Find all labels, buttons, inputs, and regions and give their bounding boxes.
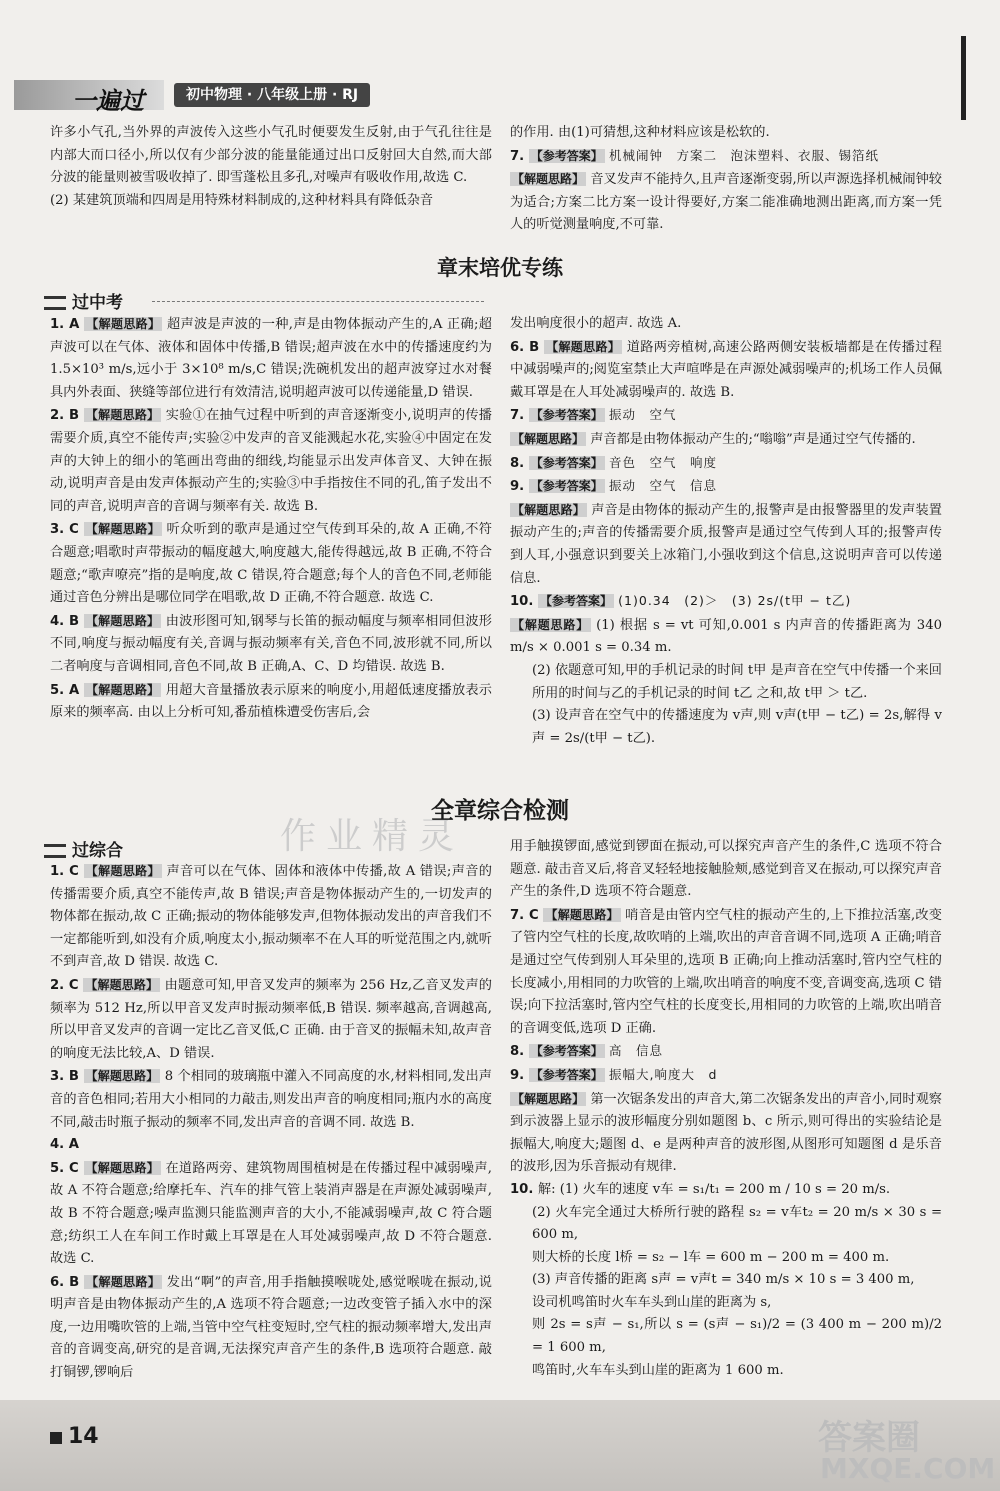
question-number: 10.: [510, 1181, 538, 1197]
answer-item: [50, 518, 492, 609]
answer-text: 高 信息: [609, 1043, 664, 1059]
answer-item: [50, 679, 492, 725]
watermark-logo: 答案圈: [818, 1418, 920, 1458]
answer-item: [510, 836, 942, 904]
answer-text: 鸣笛时,火车车头到山崖的距离为 1 600 m.: [532, 1362, 784, 1378]
answer-item: [510, 1269, 942, 1292]
question-number: 9.: [510, 1067, 529, 1083]
answer-item: [50, 1157, 492, 1271]
subheading-mark-icon: [44, 296, 66, 310]
answer-text: (1) 根据 s = vt 可知,0.001 s 内声音的传播距离为 340 m/s × 0.001 s = 0.34 m.: [510, 617, 942, 656]
answer-tag: 【参考答案】: [530, 408, 603, 423]
question-number: 2. B: [50, 408, 84, 424]
subheading-mark-icon: [44, 844, 66, 858]
paragraph: (2) 某建筑顶端和四周是用特殊材料制成的,这种材料具有降低杂音: [50, 192, 434, 208]
answer-text: (2) 火车完全通过大桥所行驶的路程 s₂ = v车t₂ = 20 m/s × 30 s = 600 m,: [532, 1204, 942, 1243]
answer-tag: 【参考答案】: [530, 479, 603, 494]
answer-item: [510, 452, 942, 476]
question-number: 4. A: [50, 1137, 79, 1153]
answer-item: [510, 475, 942, 499]
answer-tag: 【解题思路】: [512, 502, 585, 517]
answer-tag: 【解题思路】: [85, 1160, 160, 1175]
subheading-1: [44, 288, 123, 313]
answer-item: [510, 404, 942, 428]
question-number: 8.: [510, 455, 529, 471]
subheading-2: [44, 836, 123, 861]
answer-text: 振幅大,响度大 d: [609, 1066, 718, 1082]
answer-text: 用超大音量播放表示原来的响度小,用超低速度播放表示原来的频率高. 由以上分析可知,番茄植株遭受伤害后,会: [50, 682, 492, 721]
question-number: 1. A: [50, 317, 85, 332]
answer-tag: 【解题思路】: [85, 408, 160, 423]
answer-text: 机械闹钟 方案二 泡沫塑料、衣服、锡箔纸: [609, 147, 880, 163]
answer-text: 第一次锯条发出的声音大,第二次锯条发出的声音小,同时观察到示波器上显示的波形幅度分别如题图 b、c 所示,则可得出的实验结论是振幅大,响度大;题图 d、e 是两种声音的波形图,从图形可知题图 d 是乐音的波形,因为乐音振动有规律.: [510, 1091, 942, 1175]
page-number: 14: [68, 1424, 99, 1449]
answer-tag: 【解题思路】: [545, 907, 619, 922]
answer-text: 解: (1) 火车的速度 v车 = s₁/t₁ = 200 m / 10 s = 20 m/s.: [537, 1181, 891, 1197]
answer-item: [510, 145, 942, 169]
section-title-2: 全章综合检测: [431, 798, 569, 824]
answer-item: [510, 336, 942, 405]
answer-tag: 【解题思路】: [85, 522, 160, 537]
answer-tag: 【参考答案】: [530, 148, 603, 163]
answer-text: 声音可以在气体、固体和液体中传播,故 A 错误;声音的传播需要介质,真空不能传声,故 B 错误;声音是物体振动产生的,一切发声的物体都在振动,故 C 正确;振动的物体能够发声,但物体振动发出的声音我们不一定都能听到,如没有介质,响度太小,振动频率不在人耳的听觉范围之内,就听不到声音,故 D 错误. 故选 C.: [50, 864, 492, 970]
answer-tag: 【参考答案】: [539, 594, 612, 609]
watermark-center: 作业精灵: [280, 816, 465, 857]
answer-text: 则大桥的长度 l桥 = s₂ − l车 = 600 m − 200 m = 400 m.: [532, 1249, 890, 1265]
question-number: 1. C: [50, 864, 84, 879]
question-number: 2. C: [50, 977, 84, 993]
answer-text: (1)0.34 (2)＞ (3) 2s/(t甲 − t乙): [618, 593, 852, 609]
answer-text: 在道路两旁、建筑物周围植树是在传播过程中减弱噪声,故 A 不符合题意;给摩托车、汽车的排气管上装消声器是在声源处减弱噪声,故 B 不符合题意;噪声监测只能监测声音的大小,不能减弱噪声,故 C 符合题意;纺织工人在车间工作时戴上耳罩是在人耳处减弱噪声,故 D 不符合题意. 故选 C.: [50, 1160, 492, 1267]
answer-text: (3) 设声音在空气中的传播速度为 v声,则 v声(t甲 − t乙) = 2s,解得 v声 = 2s/(t甲 − t乙).: [532, 708, 942, 746]
answer-item: [50, 610, 492, 679]
answer-tag: 【解题思路】: [512, 431, 585, 446]
answer-tag: 【解题思路】: [85, 864, 160, 878]
subheading-2-label: 过综合: [72, 841, 123, 861]
answer-item: [510, 1179, 942, 1202]
answer-text: 实验①在抽气过程中听到的声音逐渐变小,说明声的传播需要介质,真空不能传声;实验②中发声的音叉能溅起水花,实验④中固定在发声的大钟上的细小的笔画出弯曲的细线,均能显示出发声体音叉、大钟在振动,说明声音是由发声体振动产生的;实验③中手指按住不同的孔,笛子发出不同的声音,说明声音的音调与频率有关. 故选 B.: [50, 408, 492, 514]
answer-tag: 【参考答案】: [530, 455, 603, 470]
answer-item: [510, 1360, 942, 1383]
section2-right-column: [510, 836, 942, 1382]
answer-item: [510, 590, 942, 614]
answer-text: 超声波是声波的一种,声是由物体振动产生的,A 正确;超声波可以在气体、液体和固体中传播,B 错误;超声波在水中的传播速度约为 1.5×10³ m/s,远小于 3×10⁸ m/s,C 错误;洗碗机发出的超声波穿过水对餐具内外表面、狭缝等部位进行有效清洁,说明超声波可以传递能量,D 错误.: [50, 317, 492, 400]
answer-item: [510, 168, 942, 237]
answer-tag: 【参考答案】: [530, 1044, 603, 1059]
section1-left-column: [50, 313, 492, 725]
answer-text: 音叉发声不能持久,且声音逐渐变弱,所以声源选择机械闹钟较为适合;方案二比方案一设计得要好,方案二能准确地测出距离,而方案一凭人的听觉测量响度,不可靠.: [510, 172, 942, 233]
question-number: 10.: [510, 594, 538, 610]
question-number: 3. C: [50, 522, 84, 538]
answer-text: 声音是由物体的振动产生的,报警声是由报警器里的发声装置振动产生的;声音的传播需要介质,报警声是通过空气传到人耳的;报警声传到人耳,小强意识到要关上冰箱门,小强收到这个信息,这说明声音可以传递信息.: [510, 502, 942, 586]
answer-tag: 【解题思路】: [512, 172, 585, 187]
question-number: 8.: [510, 1044, 529, 1060]
page-number-marker: [50, 1432, 62, 1444]
answer-item: [510, 428, 942, 452]
answer-tag: 【解题思路】: [86, 682, 160, 697]
answer-text: 由波形图可知,钢琴与长笛的振动幅度与频率相同但波形不同,响度与振动幅度有关,音调与振动频率有关,音色不同,波形就不同,所以二者响度与音调相同,音色不同,故 B 正确,A、C、D 均错误. 故选 B.: [50, 613, 492, 674]
answer-tag: 【解题思路】: [85, 1069, 159, 1084]
answer-text: 声音都是由物体振动产生的;“嗡嗡”声是通过空气传播的.: [590, 431, 916, 447]
answer-text: (3) 声音传播的距离 s声 = v声t = 340 m/s × 10 s = 3 400 m,: [532, 1272, 915, 1288]
answer-item: [510, 614, 942, 660]
answer-item: [510, 1064, 942, 1088]
answer-tag: 【解题思路】: [85, 613, 160, 628]
question-number: 7.: [510, 408, 529, 424]
answer-tag: 【解题思路】: [512, 1091, 585, 1106]
answer-item: [50, 974, 492, 1065]
question-number: 6. B: [510, 339, 545, 355]
question-number: 5. C: [50, 1160, 84, 1176]
answer-item: [50, 313, 492, 404]
answer-item: [510, 122, 942, 145]
question-number: 9.: [510, 479, 529, 495]
top-left-column: [50, 122, 492, 212]
section2-left-column: [50, 860, 492, 1385]
answer-item: [50, 860, 492, 974]
subheading-1-label: 过中考: [72, 293, 123, 313]
answer-tag: 【解题思路】: [85, 977, 159, 992]
answer-text: 听众听到的歌声是通过空气传到耳朵的,故 A 正确,不符合题意;唱歌时声带振动的幅度越大,响度越大,能传得越远,故 B 正确,不符合题意;“歌声嘹亮”指的是响度,故 C 错误,符合题意;每个人的音色不同,老师能通过音色分辨出是哪位同学在唱歌,故 D 正确,不符合题意. 故选 C.: [50, 522, 492, 606]
brand-logo: [14, 80, 164, 115]
answer-item: [50, 1134, 492, 1157]
answer-item: [510, 1292, 942, 1315]
answer-item: [510, 705, 942, 750]
answer-item: [510, 904, 942, 1041]
divider: [152, 301, 484, 302]
answer-item: [50, 1271, 492, 1385]
question-number: 4. B: [50, 613, 84, 629]
answer-item: [510, 1088, 942, 1179]
watermark-corner: MXQE.COM: [820, 1452, 996, 1485]
answer-item: [510, 313, 942, 336]
answer-tag: 【参考答案】: [530, 1067, 603, 1082]
brand-name: 一遍过: [72, 87, 144, 115]
answer-item: [510, 499, 942, 590]
question-number: 7. C: [510, 907, 544, 923]
answer-text: 的作用. 由(1)可猜想,这种材料应该是松软的.: [510, 125, 770, 140]
answer-tag: 【解题思路】: [546, 339, 621, 354]
answer-item: [510, 1247, 942, 1270]
answer-text: 音色 空气 响度: [609, 454, 718, 470]
answer-tag: 【解题思路】: [86, 1274, 161, 1289]
answer-text: 发出响度很小的超声. 故选 A.: [510, 316, 682, 331]
answer-item: [510, 1314, 942, 1359]
page-header: [14, 80, 374, 115]
answer-item: [510, 1202, 942, 1247]
answer-text: 振动 空气 信息: [609, 478, 718, 494]
answer-item: [510, 660, 942, 705]
question-number: 6. B: [50, 1274, 85, 1290]
top-right-column: [510, 122, 942, 237]
answer-text: 则 2s = s声 − s₁,所以 s = (s声 − s₁)/2 = (3 400 m − 200 m)/2 = 1 600 m,: [532, 1317, 942, 1356]
section-title-1: 章末培优专练: [437, 256, 563, 280]
answer-text: (2) 依题意可知,甲的手机记录的时间 t甲 是声音在空气中传播一个来回所用的时间与乙的手机记录的时间 t乙 之和,故 t甲 ＞ t乙.: [532, 662, 942, 701]
answer-item: [50, 1065, 492, 1134]
answer-text: 发出“啊”的声音,用手指触摸喉咙处,感觉喉咙在振动,说明声音是由物体振动产生的,A 选项不符合题意;一边改变管子插入水中的深度,一边用嘴吹管的上端,当管中空气柱变短时,空气柱的振动频率增大,发出声音的音调变高,研究的是音调,无法探究声音产生的条件,B 选项符合题意. 敲打铜锣,锣响后: [50, 1274, 492, 1381]
question-number: 5. A: [50, 682, 85, 698]
question-number: 7.: [510, 148, 529, 164]
answer-item: [510, 1040, 942, 1064]
page-footer: [0, 1400, 1000, 1491]
answer-text: 道路两旁植树,高速公路两侧安装板墙都是在传播过程中减弱噪声的;阅览室禁止大声喧哗是在声源处减弱噪声的;机场工作人员佩戴耳罩是在人耳处减弱噪声的. 故选 B.: [510, 339, 942, 400]
answer-text: 8 个相同的玻璃瓶中灌入不同高度的水,材料相同,发出声音的音色相同;若用大小相同的力敲击,则发出声音的响度相同;瓶内水的高度不同,敲击时瓶子振动的频率不同,发出声音的音调不同. 故选 B.: [50, 1069, 492, 1130]
paragraph: 许多小气孔,当外界的声波传入这些小气孔时便要发生反射,由于气孔往往是内部大而口径小,所以仅有少部分波的能量能通过出口反射回大自然,而大部分波的能量则被雪吸收掉了. 即雪蓬松且多孔,对噪声有吸收作用,故选 C.: [50, 125, 492, 186]
answer-item: [50, 404, 492, 518]
answer-text: 用手触摸锣面,感觉到锣面在振动,可以探究声音产生的条件,C 选项不符合题意. 敲击音叉后,将音叉轻轻地接触脸颊,感觉到音叉在振动,可以探究声音产生的条件,D 选项不符合题意.: [510, 839, 942, 900]
answer-tag: 【解题思路】: [512, 617, 590, 632]
answer-tag: 【解题思路】: [86, 317, 161, 331]
subject-label: 初中物理 · 八年级上册 · RJ: [174, 83, 370, 107]
question-number: 3. B: [50, 1069, 84, 1085]
answer-text: 哨音是由管内空气柱的振动产生的,上下推拉活塞,改变了管内空气柱的长度,故吹哨的上端,吹出的声音音调不同,选项 A 正确;哨音是通过空气传到别人耳朵里的,选项 B 正确;向上推动活塞时,管内空气柱的长度减小,用相同的力吹管的上端,吹出哨音的响度不变,音调变高,选项 C 错误;向下拉活塞时,管内空气柱的长度变长,用相同的力吹管的上端,吹出哨音的音调变低,选项 D 正确.: [510, 907, 942, 1036]
answer-text: 由题意可知,甲音叉发声的频率为 256 Hz,乙音叉发声的频率为 512 Hz,所以甲音叉发声时振动频率低,B 错误. 频率越高,音调越高,所以甲音叉发声的音调一定比乙音叉低,C 正确. 由于音叉的振幅未知,故声音的响度无法比较,A、D 错误.: [50, 977, 492, 1061]
answer-text: 设司机鸣笛时火车车头到山崖的距离为 s,: [532, 1294, 772, 1310]
section1-right-column: [510, 313, 942, 750]
margin-bar: [961, 36, 966, 120]
answer-text: 振动 空气: [609, 407, 677, 423]
